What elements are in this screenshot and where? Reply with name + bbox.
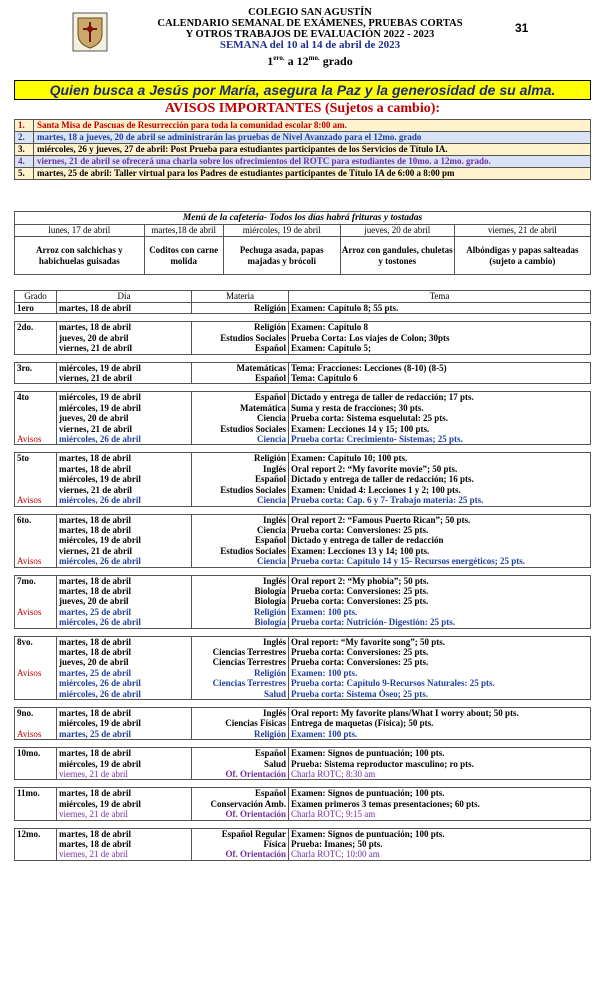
aviso-text: martes, 18 a jueves, 20 de abril se administrarán las pruebas de Nivel Avanzado para el 12mo. grado [34, 132, 591, 144]
page-number: 31 [515, 21, 529, 35]
aviso-text: miércoles, 26 y jueves, 27 de abril: Post Prueba para estudiantes participantes de los Servicios de Título IA. [34, 144, 591, 156]
subject-cell: Ciencias Terrestres [192, 657, 289, 667]
grade-cell [15, 809, 57, 820]
topic-cell: Prueba: Imanes; 50 pts. [289, 839, 591, 849]
day-cell: martes, 25 de abril [57, 729, 192, 740]
group-spacer [15, 700, 591, 708]
grade-cell [15, 647, 57, 657]
topic-cell: Examen primeros 3 temas presentaciones; 60 pts. [289, 799, 591, 809]
topic-cell: Prueba Corta: Los viajes de Colon; 30pts [289, 333, 591, 343]
table-row [15, 596, 591, 606]
topic-cell: Examen: Signos de puntuación; 100 pts. [289, 828, 591, 839]
table-row [15, 485, 591, 495]
day-cell: miércoles, 19 de abril [57, 392, 192, 403]
subject-cell: Of. Orientación [192, 849, 289, 860]
topic-cell: Oral report 2: “My favorite movie”; 50 pts. [289, 464, 591, 474]
topic-cell: Prueba corta: Conversiones: 25 pts. [289, 525, 591, 535]
grade-cell [15, 718, 57, 728]
grade-cell [15, 546, 57, 556]
calendar-subtitle: Y OTROS TRABAJOS DE EVALUACIÓN 2022 - 2023 [185, 29, 435, 40]
table-row [15, 729, 591, 740]
menu-dish: Pechuga asada, papas majadas y brócoli [223, 237, 340, 275]
group-spacer [15, 384, 591, 392]
subject-cell: Español [192, 392, 289, 403]
grade-cell [15, 759, 57, 769]
grade-cell [15, 849, 57, 860]
grade-label: 12mo. [15, 828, 57, 839]
topic-cell: Examen: 100 pts. [289, 729, 591, 740]
subject-cell: Ciencia [192, 434, 289, 445]
topic-cell: Prueba corta: Capítulo 14 y 15- Recursos energéticos; 25 pts. [289, 556, 591, 567]
table-row [15, 575, 591, 586]
table-row [15, 303, 591, 314]
day-cell: jueves, 20 de abril [57, 596, 192, 606]
subject-cell: Biología [192, 596, 289, 606]
grade-range: $1^{ero.}$ a $12^{mo.}$ grado [267, 54, 353, 68]
column-header: Materia [192, 291, 289, 303]
topic-cell: Examen: Capítulo 8; 55 pts. [289, 303, 591, 314]
topic-cell: Examen: Capítulo 8 [289, 322, 591, 333]
grade-label: 4to [15, 392, 57, 403]
day-cell: martes, 18 de abril [57, 453, 192, 464]
day-cell: viernes, 21 de abril [57, 485, 192, 495]
aviso-row [15, 120, 591, 132]
group-spacer [15, 780, 591, 788]
table-row [15, 343, 591, 354]
subject-cell: Español [192, 373, 289, 384]
day-cell: martes, 18 de abril [57, 748, 192, 759]
topic-cell: Examen: Signos de puntuación; 100 pts. [289, 748, 591, 759]
subject-cell: Religión [192, 729, 289, 740]
topic-cell: Oral report: “My favorite song”; 50 pts. [289, 636, 591, 647]
column-header: Grado [15, 291, 57, 303]
grade-cell [15, 525, 57, 535]
topic-cell: Prueba corta: Cap. 6 y 7- Trabajo materia: 25 pts. [289, 495, 591, 506]
day-cell: miércoles, 19 de abril [57, 759, 192, 769]
schedule-header [15, 291, 591, 303]
day-cell: miércoles, 19 de abril [57, 535, 192, 545]
table-row [15, 689, 591, 700]
day-cell: miércoles, 26 de abril [57, 617, 192, 628]
grade-label: 9no. [15, 708, 57, 719]
day-cell: viernes, 21 de abril [57, 424, 192, 434]
subject-cell: Religión [192, 303, 289, 314]
day-cell: martes, 18 de abril [57, 586, 192, 596]
topic-cell: Prueba corta: Nutrición- Digestión: 25 pts. [289, 617, 591, 628]
topic-cell: Charla ROTC; 10:00 am [289, 849, 591, 860]
avisos-label: Avisos [15, 434, 57, 445]
grade-label: 7mo. [15, 575, 57, 586]
subject-cell: Estudios Sociales [192, 424, 289, 434]
table-row [15, 392, 591, 403]
day-cell: martes, 18 de abril [57, 525, 192, 535]
table-row [15, 748, 591, 759]
avisos-label: Avisos [15, 668, 57, 678]
table-row [15, 474, 591, 484]
menu-day: viernes, 21 de abril [454, 225, 590, 237]
aviso-row [15, 156, 591, 168]
topic-cell: Prueba corta: Capítulo 9-Recursos Naturales: 25 pts. [289, 678, 591, 688]
topic-cell: Examen: 100 pts. [289, 607, 591, 617]
grade-label: 8vo. [15, 636, 57, 647]
subject-cell: Ciencia [192, 525, 289, 535]
menu-day: martes,18 de abril [144, 225, 223, 237]
subject-cell: Of. Orientación [192, 809, 289, 820]
exam-schedule [14, 290, 591, 861]
table-row [15, 514, 591, 525]
aviso-row [15, 132, 591, 144]
day-cell: martes, 18 de abril [57, 828, 192, 839]
subject-cell: Religión [192, 453, 289, 464]
topic-cell: Prueba corta: Conversiones: 25 pts. [289, 647, 591, 657]
school-name: COLEGIO SAN AGUSTÍN [248, 7, 372, 18]
day-cell: viernes, 21 de abril [57, 343, 192, 354]
grade-cell [15, 485, 57, 495]
table-row [15, 849, 591, 860]
day-cell: martes, 18 de abril [57, 575, 192, 586]
calendar-title: CALENDARIO SEMANAL DE EXÁMENES, PRUEBAS CORTAS [157, 18, 463, 29]
day-cell: martes, 18 de abril [57, 636, 192, 647]
subject-cell: Religión [192, 607, 289, 617]
table-row [15, 828, 591, 839]
week-range: SEMANA del 10 al 14 de abril de 2023 [219, 39, 401, 51]
table-row [15, 362, 591, 373]
topic-cell: Prueba corta: Conversiones: 25 pts. [289, 596, 591, 606]
avisos-label: Avisos [15, 495, 57, 506]
avisos-label: Avisos [15, 729, 57, 740]
table-row [15, 647, 591, 657]
table-row [15, 718, 591, 728]
day-cell: miércoles, 26 de abril [57, 434, 192, 445]
subject-cell: Español Regular [192, 828, 289, 839]
day-cell: martes, 18 de abril [57, 788, 192, 799]
day-cell: miércoles, 19 de abril [57, 718, 192, 728]
aviso-number: 1. [15, 120, 34, 132]
day-cell: martes, 18 de abril [57, 464, 192, 474]
aviso-number: 4. [15, 156, 34, 168]
subject-cell: Inglés [192, 708, 289, 719]
subject-cell: Conservación Amb. [192, 799, 289, 809]
subject-cell: Salud [192, 689, 289, 700]
menu-title: Menú de la cafetería- Todos los días habrá frituras y tostadas [15, 212, 591, 225]
topic-cell: Oral report: My favorite plans/What I worry about; 50 pts. [289, 708, 591, 719]
table-row [15, 453, 591, 464]
avisos-label: Avisos [15, 556, 57, 567]
table-row [15, 525, 591, 535]
grade-label: 11mo. [15, 788, 57, 799]
topic-cell: Examen: Lecciones 13 y 14; 100 pts. [289, 546, 591, 556]
topic-cell: Prueba corta: Crecimiento- Sistemas; 25 pts. [289, 434, 591, 445]
motto-banner: Quien busca a Jesús por María, asegura la Paz y la generosidad de su alma. [14, 80, 591, 100]
grade-cell [15, 657, 57, 667]
topic-cell: Prueba corta: Sistema esquelutal: 25 pts. [289, 413, 591, 423]
topic-cell: Tema: Fracciones: Lecciones (8-10) (8-5) [289, 362, 591, 373]
aviso-row [15, 168, 591, 180]
group-spacer [15, 354, 591, 362]
aviso-number: 2. [15, 132, 34, 144]
subject-cell: Ciencia [192, 556, 289, 567]
grade-label: 2do. [15, 322, 57, 333]
day-cell: viernes, 21 de abril [57, 849, 192, 860]
subject-cell: Inglés [192, 636, 289, 647]
subject-cell: Biología [192, 586, 289, 596]
topic-cell: Oral report 2: “My phobia”; 50 pts. [289, 575, 591, 586]
table-row [15, 333, 591, 343]
subject-cell: Ciencia [192, 413, 289, 423]
table-row [15, 546, 591, 556]
day-cell: viernes, 21 de abril [57, 546, 192, 556]
day-cell: martes, 18 de abril [57, 303, 192, 314]
table-row [15, 495, 591, 506]
avisos-title: AVISOS IMPORTANTES (Sujetos a cambio): [164, 101, 441, 116]
column-header: Tema [289, 291, 591, 303]
subject-cell: Matemáticas [192, 362, 289, 373]
day-cell: miércoles, 26 de abril [57, 689, 192, 700]
grade-cell [15, 678, 57, 688]
table-row [15, 464, 591, 474]
topic-cell: Charla ROTC; 9:15 am [289, 809, 591, 820]
column-header: Día [57, 291, 192, 303]
day-cell: martes, 18 de abril [57, 322, 192, 333]
topic-cell: Tema: Capítulo 6 [289, 373, 591, 384]
group-spacer [15, 445, 591, 453]
grade-cell [15, 617, 57, 628]
grade-cell [15, 799, 57, 809]
avisos-table [14, 119, 591, 180]
aviso-number: 5. [15, 168, 34, 180]
subject-cell: Inglés [192, 514, 289, 525]
school-crest-icon [72, 12, 108, 52]
day-cell: jueves, 20 de abril [57, 333, 192, 343]
group-spacer [15, 820, 591, 828]
day-cell: viernes, 21 de abril [57, 769, 192, 780]
grade-cell [15, 839, 57, 849]
day-cell: martes, 25 de abril [57, 607, 192, 617]
subject-cell: Español [192, 788, 289, 799]
menu-dish: Arroz con gandules, chuletas y tostones [340, 237, 454, 275]
topic-cell: Oral report 2: “Famous Puerto Rican”; 50 pts. [289, 514, 591, 525]
cafeteria-menu [14, 211, 591, 275]
grade-label: 5to [15, 453, 57, 464]
day-cell: miércoles, 19 de abril [57, 799, 192, 809]
grade-cell [15, 535, 57, 545]
grade-cell [15, 333, 57, 343]
topic-cell: Examen: 100 pts. [289, 668, 591, 678]
topic-cell: Prueba: Sistema reproductor masculino; ro pts. [289, 759, 591, 769]
day-cell: jueves, 20 de abril [57, 657, 192, 667]
table-row [15, 636, 591, 647]
table-row [15, 708, 591, 719]
subject-cell: Biología [192, 617, 289, 628]
subject-cell: Religión [192, 668, 289, 678]
table-row [15, 799, 591, 809]
menu-day: miércoles, 19 de abril [223, 225, 340, 237]
table-row [15, 586, 591, 596]
day-cell: miércoles, 19 de abril [57, 403, 192, 413]
page-header [0, 0, 612, 80]
day-cell: miércoles, 19 de abril [57, 474, 192, 484]
subject-cell: Matemática [192, 403, 289, 413]
topic-cell: Dictado y entrega de taller de redacción; 17 pts. [289, 392, 591, 403]
subject-cell: Español [192, 343, 289, 354]
menu-day: lunes, 17 de abril [15, 225, 145, 237]
day-cell: martes, 25 de abril [57, 668, 192, 678]
subject-cell: Ciencias Terrestres [192, 678, 289, 688]
grade-cell [15, 689, 57, 700]
grade-cell [15, 769, 57, 780]
grade-label: 3ro. [15, 362, 57, 373]
day-cell: miércoles, 26 de abril [57, 556, 192, 567]
subject-cell: Ciencia [192, 495, 289, 506]
table-row [15, 556, 591, 567]
menu-dish: Albóndigas y papas salteadas (sujeto a cambio) [454, 237, 590, 275]
day-cell: miércoles, 26 de abril [57, 678, 192, 688]
table-row [15, 413, 591, 423]
day-cell: martes, 18 de abril [57, 647, 192, 657]
group-spacer [15, 506, 591, 514]
grade-cell [15, 464, 57, 474]
topic-cell: Examen: Capítulo 5; [289, 343, 591, 354]
day-cell: martes, 18 de abril [57, 839, 192, 849]
group-spacer [15, 628, 591, 636]
table-row [15, 678, 591, 688]
subject-cell: Salud [192, 759, 289, 769]
subject-cell: Español [192, 748, 289, 759]
topic-cell: Examen: Lecciones 14 y 15; 100 pts. [289, 424, 591, 434]
table-row [15, 759, 591, 769]
day-cell: jueves, 20 de abril [57, 413, 192, 423]
aviso-number: 3. [15, 144, 34, 156]
table-row [15, 617, 591, 628]
topic-cell: Charla ROTC; 8:30 am [289, 769, 591, 780]
day-cell: miércoles, 19 de abril [57, 362, 192, 373]
table-row [15, 788, 591, 799]
grade-cell [15, 413, 57, 423]
table-row [15, 322, 591, 333]
grade-cell [15, 373, 57, 384]
table-row [15, 403, 591, 413]
subject-cell: Estudios Sociales [192, 485, 289, 495]
topic-cell: Dictado y entrega de taller de redacción [289, 535, 591, 545]
day-cell: miércoles, 26 de abril [57, 495, 192, 506]
table-row [15, 839, 591, 849]
table-row [15, 809, 591, 820]
grade-label: 1ero [15, 303, 57, 314]
grade-cell [15, 424, 57, 434]
menu-day: jueves, 20 de abril [340, 225, 454, 237]
table-row [15, 434, 591, 445]
subject-cell: Estudios Sociales [192, 333, 289, 343]
subject-cell: Física [192, 839, 289, 849]
grade-cell [15, 343, 57, 354]
subject-cell: Español [192, 474, 289, 484]
topic-cell: Entrega de maquetas (Física); 50 pts. [289, 718, 591, 728]
table-row [15, 769, 591, 780]
topic-cell: Dictado y entrega de taller de redacción; 16 pts. [289, 474, 591, 484]
day-cell: martes, 18 de abril [57, 708, 192, 719]
topic-cell: Examen: Signos de puntuación; 100 pts. [289, 788, 591, 799]
group-spacer [15, 740, 591, 748]
day-cell: viernes, 21 de abril [57, 809, 192, 820]
aviso-text: martes, 25 de abril: Taller virtual para los Padres de estudiantes participantes de Título IA de 6:00 a 8:00 pm [34, 168, 591, 180]
subject-cell: Estudios Sociales [192, 546, 289, 556]
aviso-row [15, 144, 591, 156]
grade-cell [15, 474, 57, 484]
table-row [15, 424, 591, 434]
grade-cell [15, 596, 57, 606]
subject-cell: Ciencias Terrestres [192, 647, 289, 657]
day-cell: viernes, 21 de abril [57, 373, 192, 384]
group-spacer [15, 314, 591, 322]
grade-cell [15, 586, 57, 596]
group-spacer [15, 567, 591, 575]
subject-cell: Of. Orientación [192, 769, 289, 780]
topic-cell: Prueba corta: Conversiones: 25 pts. [289, 586, 591, 596]
aviso-text: Santa Misa de Pascuas de Resurrección para toda la comunidad escolar 8:00 am. [34, 120, 591, 132]
grade-label: 6to. [15, 514, 57, 525]
topic-cell: Examen: Capítulo 10; 100 pts. [289, 453, 591, 464]
subject-cell: Religión [192, 322, 289, 333]
table-row [15, 373, 591, 384]
menu-dish: Arroz con salchichas y habichuelas guisadas [15, 237, 145, 275]
table-row [15, 607, 591, 617]
day-cell: martes, 18 de abril [57, 514, 192, 525]
subject-cell: Inglés [192, 575, 289, 586]
table-row [15, 657, 591, 667]
subject-cell: Ciencias Físicas [192, 718, 289, 728]
topic-cell: Examen: Unidad 4: Lecciones 1 y 2; 100 pts. [289, 485, 591, 495]
table-row [15, 535, 591, 545]
aviso-text: viernes, 21 de abril se ofrecerá una charla sobre los ofrecimientos del ROTC para estudiantes de 10mo. a 12mo. grado. [34, 156, 591, 168]
grade-label: 10mo. [15, 748, 57, 759]
table-row [15, 668, 591, 678]
menu-dish: Coditos con carne molida [144, 237, 223, 275]
topic-cell: Suma y resta de fracciones; 30 pts. [289, 403, 591, 413]
avisos-label: Avisos [15, 607, 57, 617]
grade-cell [15, 403, 57, 413]
topic-cell: Prueba corta: Conversiones: 25 pts. [289, 657, 591, 667]
subject-cell: Inglés [192, 464, 289, 474]
subject-cell: Español [192, 535, 289, 545]
topic-cell: Prueba corta: Sistema Óseo; 25 pts. [289, 689, 591, 700]
